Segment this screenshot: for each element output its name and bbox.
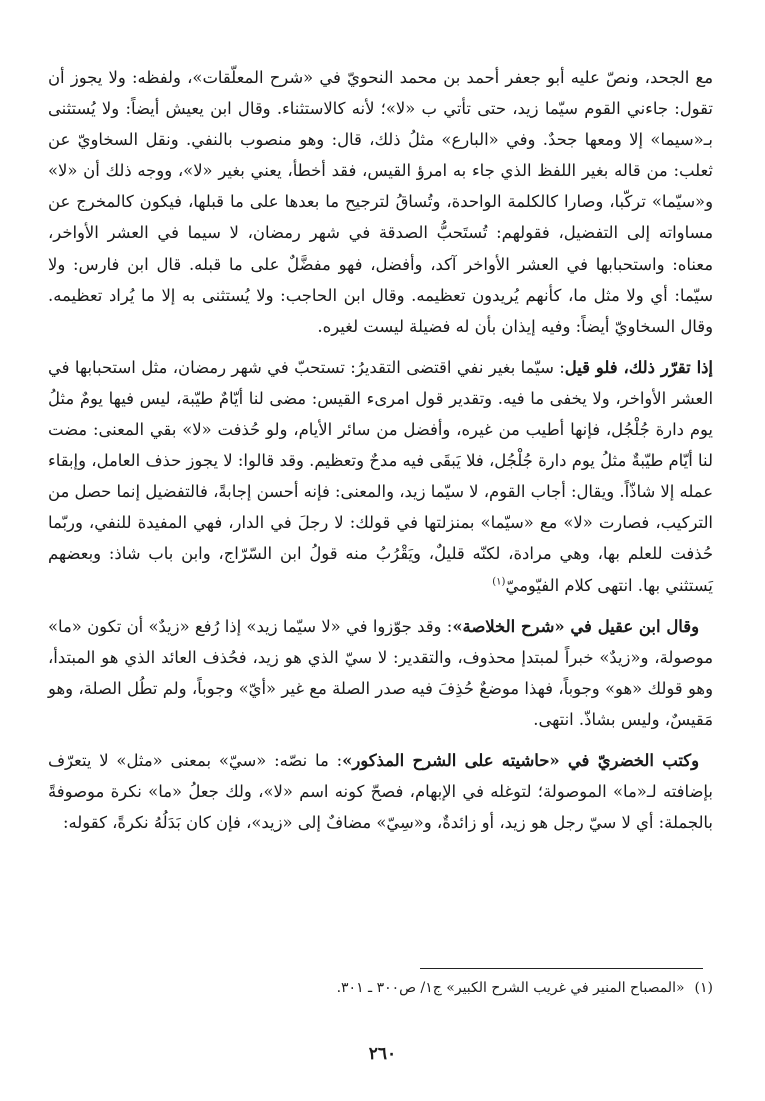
- paragraph-2-text: : سيّما بغير نفي اقتضى التقديرُ: تستحبّ في شهر رمضان، مثل استحبابها في العشر الأواخر، ولا يخفى ما فيه. وتقدير قول امرىء القيس: مضى لنا أيّامٌ طيّبة، ليس فيها يومٌ مثلُ يوم دارة جُلْجُل، فإنها أطيب من غيره، وأفضل من سائر الأيام، ولو حُذفت «لا» بقي المعنى: مضت لنا أيّام طيّبةٌ مثلُ يوم دارة جُلْجُل، فلا يَبقَى فيه مدحٌ وتعظيم. وقد قالوا: لا يجوز حذف العامل، وإبقاء عمله إلا شاذّاً. ويقال: أجاب القوم، لا سيّما زيد، والمعنى: فإنه أحسن إجابةً، فالتفضيل إنما حصل من التركيب، فصارت «لا» مع «سيّما» بمنزلتها في قولك: لا رجلَ في الدار، فهي المفيدة للنفي، وربّما حُذفت للعلم بها، وهي مرادة، لكنّه قليلٌ، ويَقْرُبُ منه قولُ ابن السّرّاج، وابن باب شاذ: وبعضهم يَستثني بها. انتهى كلام الفيّوميّ: [48, 357, 713, 595]
- paragraph-4-text: : ما نصّه: «سيّ» بمعنى «مثل» لا يتعرّف بإضافته لـ«ما» الموصولة؛ لتوغله في الإبهام، فصحّ كونه اسم «لا»، ولك جعلُ «ما» نكرة موصوفةً بالجملة: أي لا سيّ رجل هو زيد، أو زائدةٌ، و«سِيّ» مضافٌ إلى «زيد»، فإن كان بَدَلُهُ نكرةً، كقوله:: [48, 750, 713, 833]
- footnote-text: «المصباح المنير في غريب الشرح الكبير» ج١/ ص٣٠٠ ـ ٣٠١.: [336, 980, 685, 996]
- paragraph-2: [48, 352, 713, 601]
- footnote-divider: [420, 968, 703, 969]
- footnote-reference: (١): [492, 576, 506, 588]
- page-number: ٢٦٠: [368, 1044, 397, 1064]
- paragraph-1: [48, 62, 713, 342]
- footnote: [48, 976, 713, 1000]
- paragraph-4: [48, 745, 713, 838]
- paragraph-4-lead: وكتب الخضريّ في «حاشيته على الشرح المذكور»: [342, 750, 699, 770]
- paragraph-3-lead: وقال ابن عقيل في «شرح الخلاصة»: [452, 616, 699, 636]
- paragraph-2-lead: إذا تقرّر ذلك، فلو قيل: [564, 357, 713, 377]
- paragraph-3-text: : وقد جوّزوا في «لا سيّما زيد» إذا رُفع «زيدٌ» أن تكون «ما» موصولة، و«زيدٌ» خبراً لمبتدإ محذوف، والتقدير: لا سيّ الذي هو زيد، فحُذف العائد الذي هو المبتدأ، وهو قولك «هو» وجوباً، فهذا موضعٌ حُذِفَ فيه صدر الصلة مع غير «أيّ» وجوباً، ولم تطُل الصلة، وهو مَقيسٌ، وليس بشاذّ. انتهى.: [48, 616, 713, 729]
- paragraph-1-text: مع الجحد، ونصّ عليه أبو جعفر أحمد بن محمد النحويّ في «شرح المعلّقات»، ولفظه: ولا يجوز أن تقول: جاءني القوم سيّما زيد، حتى تأتي ب «لا»؛ لأنه كالاستثناء. وقال ابن يعيش أيضاً: ولا يُستثنى بـ«سيما» إلا ومعها جحدٌ. وفي «البارع» مثلُ ذلك، قال: وهو منصوب بالنفي. ونقل السخاويّ عن ثعلب: من قاله بغير اللفظ الذي جاء به امرؤ القيس، فقد أخطأ، يعني بغير «لا»، ووجه ذلك أن «لا» و«سيّما» تركّبا، وصارا كالكلمة الواحدة، وتُساقُ لترجيح ما بعدها على ما قبلها، فيكون كالمخرج عن مساواته إلى التفضيل، فقولهم: تُستَحبُّ الصدقة في شهر رمضان، لا سيما في العشر الأواخر، معناه: واستحبابها في العشر الأواخر آكد، وأفضل، فهو مفضَّلٌ على ما قبله. قال ابن فارس: ولا سيّما: أي ولا مثل ما، كأنهم يُريدون تعظيمه. وقال ابن الحاجب: ولا يُستثنى به إلا ما يُراد تعظيمه. وقال السخاويّ أيضاً: وفيه إيذان بأن له فضيلة ليست لغيره.: [48, 68, 713, 336]
- main-text: [48, 62, 713, 848]
- footnote-marker: (١): [694, 980, 713, 996]
- paragraph-3: [48, 611, 713, 735]
